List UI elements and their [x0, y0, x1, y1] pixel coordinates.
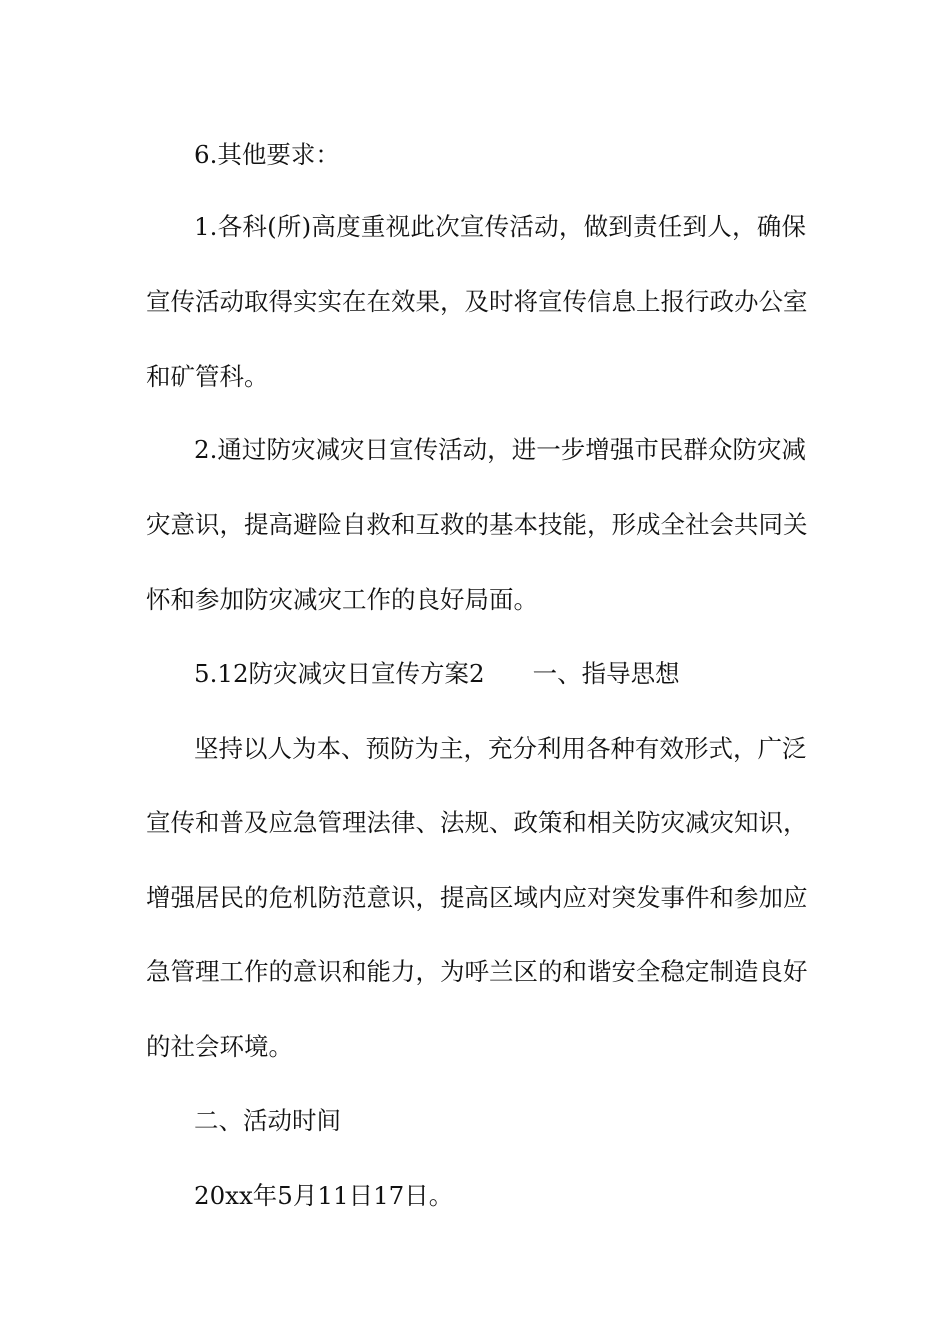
- paragraph-3-line-5: 的社会环境。: [146, 1032, 293, 1061]
- item-6-heading: 6.其他要求：: [194, 140, 340, 169]
- paragraph-3-line-4: 急管理工作的意识和能力，为呼兰区的和谐安全稳定制造良好: [146, 957, 808, 986]
- paragraph-3-line-1: 坚持以人为本、预防为主，充分利用各种有效形式，广泛: [194, 734, 807, 763]
- guiding-thought-heading: 一、指导思想: [532, 659, 680, 688]
- paragraph-1-line-2: 宣传活动取得实实在在效果，及时将宣传信息上报行政办公室: [146, 287, 808, 316]
- paragraph-1-line-3: 和矿管科。: [146, 362, 269, 391]
- paragraph-2-line-1: 2.通过防灾减灾日宣传活动，进一步增强市民群众防灾减: [194, 435, 806, 464]
- activity-date: 20xx年5月11日17日。: [194, 1181, 454, 1210]
- section-heading-line: [194, 654, 806, 694]
- paragraph-1-line-1: 1.各科(所)高度重视此次宣传活动，做到责任到人，确保: [194, 212, 806, 241]
- paragraph-2-line-2: 灾意识，提高避险自救和互救的基本技能，形成全社会共同关: [146, 510, 808, 539]
- paragraph-2-line-3: 怀和参加防灾减灾工作的良好局面。: [146, 585, 538, 614]
- paragraph-3-line-3: 增强居民的危机防范意识，提高区域内应对突发事件和参加应: [146, 883, 808, 912]
- paragraph-3-line-2: 宣传和普及应急管理法律、法规、政策和相关防灾减灾知识，: [146, 808, 808, 837]
- activity-time-heading: 二、活动时间: [194, 1106, 341, 1135]
- plan-title: 5.12防灾减灾日宣传方案2: [194, 659, 485, 688]
